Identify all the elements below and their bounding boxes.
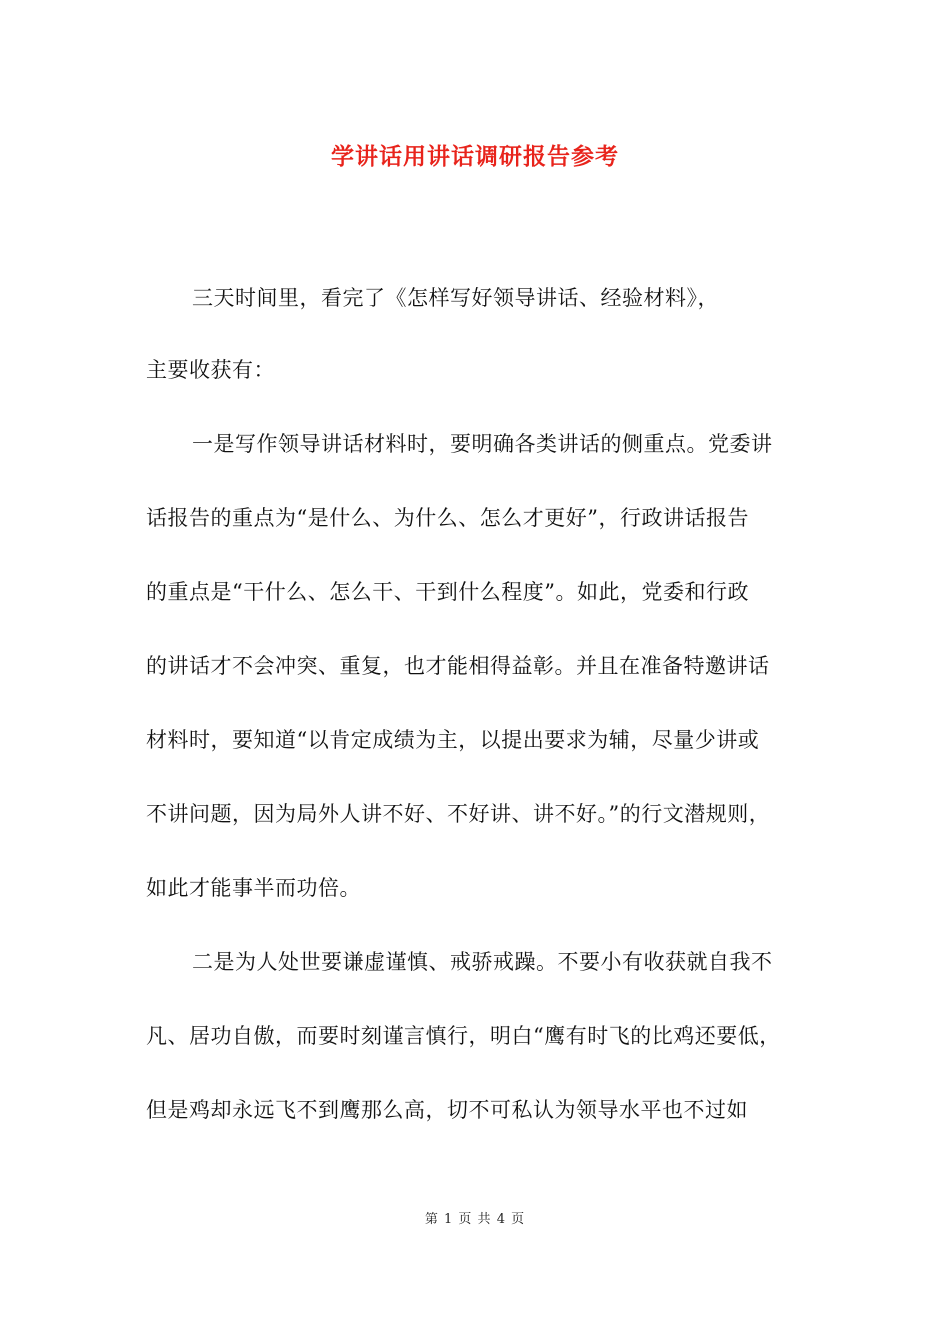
paragraph-line [192,429,773,459]
paragraph-line [146,355,275,385]
paragraph-line [146,1095,748,1125]
line-text: 如此才能事半而功倍。 [146,876,361,900]
line-text: 主要收获有： [146,358,275,382]
paragraph-line [192,947,773,977]
paragraph-line [146,577,749,607]
document-title: 学讲话用讲话调研报告参考 [331,143,619,170]
line-text: 但是鸡却永远飞不到鹰那么高，切不可私认为领导水平也不过如 [146,1098,748,1122]
line-text: 话报告的重点为“是什么、为什么、怎么才更好”，行政讲话报告 [146,506,749,530]
paragraph-line [146,873,361,903]
page-footer: 第 1 页 共 4 页 [424,1212,526,1227]
paragraph-line [146,799,770,829]
line-text: 三天时间里，看完了《怎样写好领导讲话、经验材料》， [192,286,719,310]
line-text: 的重点是“干什么、怎么干、干到什么程度”。如此，党委和行政 [146,580,749,604]
paragraph-line [146,651,770,681]
paragraph-line [146,725,759,755]
paragraph-line [192,283,719,313]
paragraph-line [146,503,749,533]
line-text: 凡、居功自傲，而要时刻谨言慎行，明白“鹰有时飞的比鸡还要低， [146,1024,781,1048]
line-text: 材料时，要知道“以肯定成绩为主，以提出要求为辅，尽量少讲或 [146,728,760,752]
paragraph-line [146,1021,781,1051]
line-text: 的讲话才不会冲突、重复，也才能相得益彰。并且在准备特邀讲话 [146,654,770,678]
line-text: 二是为人处世要谦虚谨慎、戒骄戒躁。不要小有收获就自我不 [192,950,773,974]
line-text: 不讲问题，因为局外人讲不好、不好讲、讲不好。”的行文潜规则， [146,802,771,826]
line-text: 一是写作领导讲话材料时，要明确各类讲话的侧重点。党委讲 [192,432,773,456]
